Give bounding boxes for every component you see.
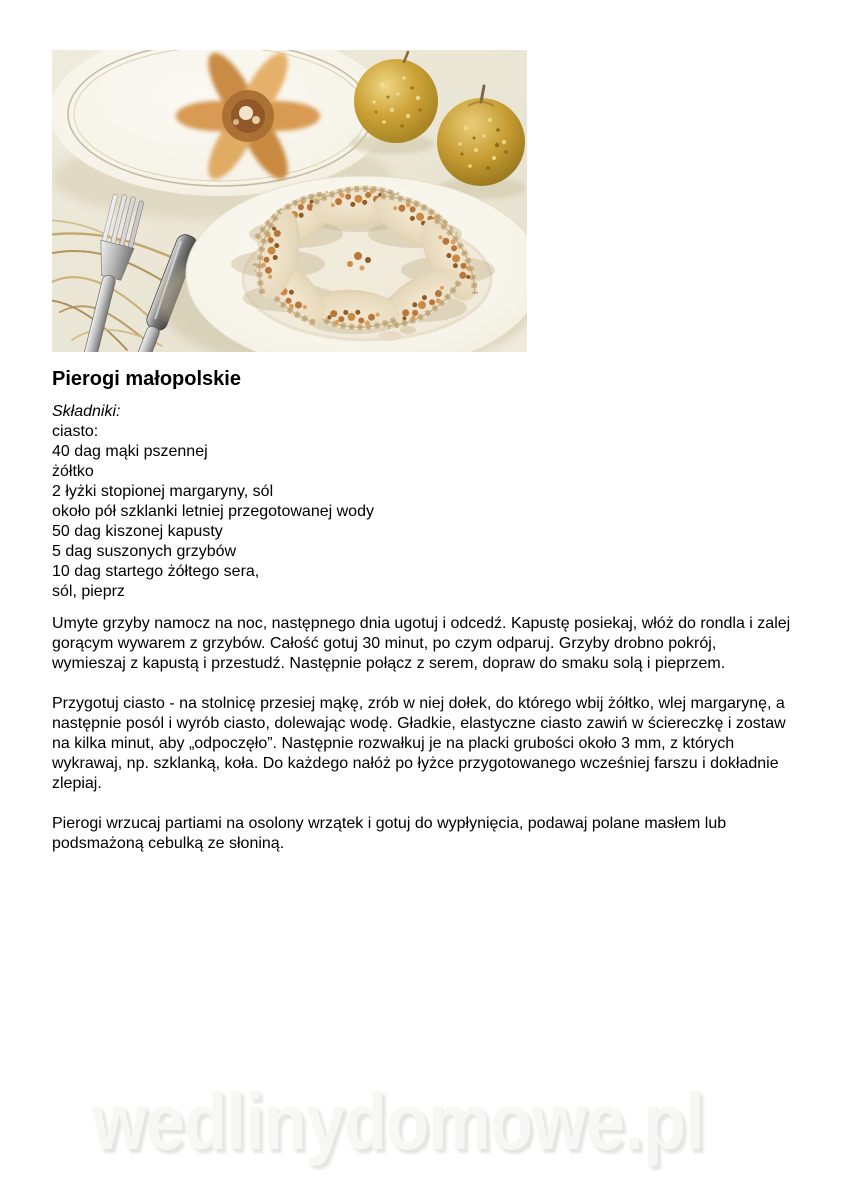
page-title: Pierogi małopolskie: [52, 368, 241, 391]
instructions-paragraph-2: Przygotuj ciasto - na stolnicę przesiej mąkę, zrób w niej dołek, do którego wbij żółtko, wlej margarynę, a następnie posól i wyrób ciasto, dolewając wodę. Gładkie, elastyczne ciasto zawiń w ściereczkę i zostaw na kilka minut, aby „odpoczęło”. Następnie rozwałkuj je na placki grubości około 3 mm, z których wykrawaj, np. szklanką, koła. Do każdego nałóż po łyżce przygotowanego wcześniej farszu i dokładnie zlepiaj.: [52, 695, 786, 792]
recipe-photo: [52, 50, 527, 352]
ingredient-line: sól, pieprz: [52, 583, 125, 600]
ingredient-line: 5 dag suszonych grzybów: [52, 543, 237, 560]
recipe-body: [52, 402, 792, 854]
dough-scrap: [378, 331, 402, 341]
ingredient-line: żółtko: [52, 463, 94, 480]
ingredient-line: 50 dag kiszonej kapusty: [52, 523, 223, 540]
ingredients-header: Składniki:: [52, 403, 121, 420]
dough-scrap: [400, 326, 416, 334]
ingredient-line: 10 dag startego żółtego sera,: [52, 563, 260, 580]
pierogi-photo-illustration: [52, 50, 527, 352]
ingredient-line: ciasto:: [52, 423, 99, 440]
watermark: wedlinydomowe.pl: [92, 1077, 704, 1166]
ingredients-section: [52, 402, 792, 602]
ingredient-line: 40 dag mąki pszennej: [52, 443, 208, 460]
ingredient-line: 2 łyżki stopionej margaryny, sól: [52, 483, 274, 500]
instructions-paragraph-1: Umyte grzyby namocz na noc, następnego dnia ugotuj i odcedź. Kapustę posiekaj, włóż do rondla i zalej gorącym wywarem z grzybów. Całość gotuj 30 minut, po czym odparuj. Grzyby drobno pokrój, wymieszaj z kapustą i przestudź. Następnie połącz z serem, dopraw do smaku solą i pieprzem.: [52, 615, 791, 672]
instructions-paragraph-3: Pierogi wrzucaj partiami na osolony wrzątek i gotuj do wypłynięcia, podawaj polane masłem lub podsmażoną cebulką ze słoniną.: [52, 815, 727, 852]
ingredient-line: około pół szklanki letniej przegotowanej wody: [52, 503, 374, 520]
